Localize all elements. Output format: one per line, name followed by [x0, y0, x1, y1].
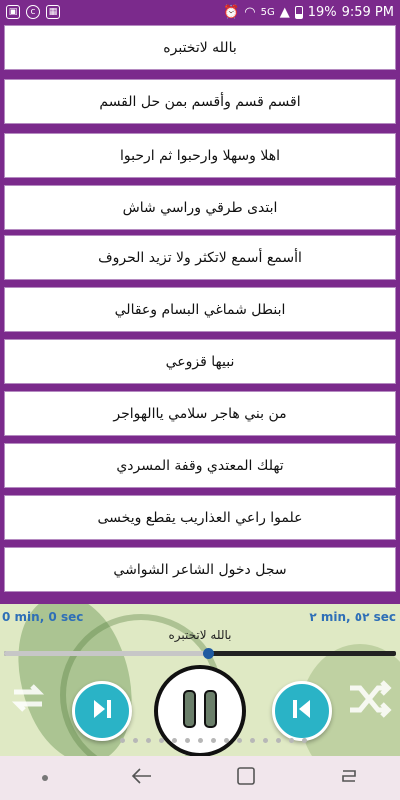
wifi-icon: ◠ — [244, 4, 256, 20]
page-dot — [172, 738, 177, 743]
page-dot — [211, 738, 216, 743]
seek-bar-fill — [4, 651, 208, 656]
list-item[interactable]: من بني هاجر سلامي ياالهواجر — [4, 391, 396, 436]
recent-apps-icon[interactable] — [339, 766, 359, 790]
list-item[interactable]: ابنطل شماغي البسام وعقالي — [4, 287, 396, 332]
pause-icon — [180, 687, 220, 735]
page-dot — [289, 738, 294, 743]
page-indicator — [120, 738, 307, 743]
list-item[interactable]: سجل دخول الشاعر الشواشي — [4, 547, 396, 592]
next-button[interactable] — [72, 681, 132, 741]
app-notification-icon: c — [26, 5, 40, 19]
battery-icon — [295, 6, 303, 19]
previous-button[interactable] — [272, 681, 332, 741]
signal-icon: ▲ — [279, 4, 290, 20]
page-dot — [224, 738, 229, 743]
network-type: 5G — [260, 6, 275, 18]
elapsed-time: 0 min, 0 sec — [2, 610, 84, 624]
status-bar — [0, 0, 400, 24]
back-icon[interactable] — [131, 767, 153, 789]
list-item[interactable]: اأسمع أسمع لاتكثر ولا تزيد الحروف — [4, 235, 396, 280]
page-dot — [276, 738, 281, 743]
shuffle-icon[interactable] — [344, 674, 394, 728]
list-item[interactable]: اقسم قسم وأقسم بمن حل القسم — [4, 79, 396, 124]
list-item[interactable]: ابتدى طرقي وراسي شاش — [4, 185, 396, 230]
list-item[interactable]: اهلا وسهلا وارحبوا ثم ارحبوا — [4, 133, 396, 178]
gallery-icon: ▣ — [6, 5, 20, 19]
total-duration: ٢ min, ٥٢ sec — [309, 610, 396, 624]
repeat-icon[interactable] — [4, 674, 52, 726]
seek-bar[interactable] — [4, 651, 396, 656]
home-icon[interactable] — [236, 766, 256, 790]
page-dot — [263, 738, 268, 743]
navigation-bar — [0, 756, 400, 800]
clock: 9:59 PM — [341, 4, 394, 20]
media-player — [0, 604, 400, 756]
battery-percentage: 19% — [307, 4, 337, 20]
seek-thumb[interactable] — [203, 648, 214, 659]
list-item[interactable]: بالله لاتختبره — [4, 25, 396, 70]
page-dot — [133, 738, 138, 743]
now-playing-title: بالله لاتختبره — [168, 628, 232, 642]
alarm-icon: ⏰ — [223, 4, 240, 20]
page-dot — [250, 738, 255, 743]
assistant-dot-icon[interactable] — [42, 775, 48, 781]
page-dot — [302, 738, 307, 743]
page-dot — [237, 738, 242, 743]
skip-next-icon — [89, 696, 115, 726]
page-dot — [120, 738, 125, 743]
page-dot — [159, 738, 164, 743]
list-item[interactable]: علموا راعي العذاريب يقطع ويخسى — [4, 495, 396, 540]
skip-previous-icon — [289, 696, 315, 726]
song-list[interactable] — [0, 24, 400, 604]
page-dot — [185, 738, 190, 743]
list-item[interactable]: تهلك المعتدي وقفة المسردي — [4, 443, 396, 488]
image-icon: ▦ — [46, 5, 60, 19]
list-item[interactable]: نبيها قزوعي — [4, 339, 396, 384]
page-dot — [146, 738, 151, 743]
page-dot — [198, 738, 203, 743]
